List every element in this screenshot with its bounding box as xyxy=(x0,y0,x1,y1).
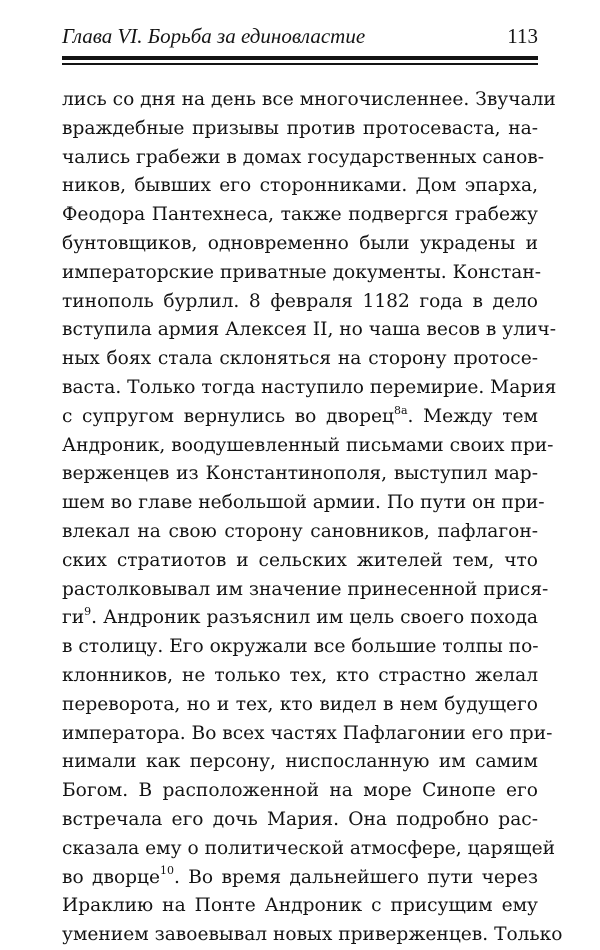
text-line: Богом. В расположенной на море Синопе его xyxy=(62,780,538,802)
text-line xyxy=(62,403,538,432)
text-line xyxy=(62,864,538,893)
text-segment: с супругом вернулись во дворец xyxy=(62,405,394,427)
text-line: бунтовщиков, одновременно были украдены и xyxy=(62,232,538,254)
text-line: ников, бывших его сторонниками. Дом эпарха, xyxy=(62,175,538,197)
text-line: васта. Только тогда наступило перемирие. Мария xyxy=(62,376,557,398)
footnote-marker: 10 xyxy=(160,864,174,878)
text-line: шем во главе небольшой армии. По пути он при- xyxy=(62,492,545,514)
text-segment: ги xyxy=(62,607,85,629)
text-line: клонников, не только тех, кто страстно желал xyxy=(62,664,538,686)
text-line: переворота, но и тех, кто видел в нем будущего xyxy=(62,693,538,715)
text-line: влекал на свою сторону сановников, пафлагон- xyxy=(62,520,538,542)
text-segment: во дворце xyxy=(62,866,160,888)
header-rule-thin xyxy=(62,63,538,65)
text-line: в столицу. Его окружали все большие толпы по- xyxy=(62,636,539,658)
text-line: сказала ему о политической атмосфере, царящей xyxy=(62,837,555,859)
text-line: ных боях стала склоняться на сторону протосе- xyxy=(62,348,538,370)
text-segment: . Андроник разъяснил им цель своего похода xyxy=(91,607,538,629)
footnote-marker: 9 xyxy=(84,605,92,619)
text-line: Андроник, воодушевленный письмами своих при- xyxy=(62,434,554,456)
text-segment: . Между тем xyxy=(407,405,538,427)
chapter-title: Глава VI. Борьба за единовластие xyxy=(62,24,366,48)
text-line: растолковывал им значение принесенной прися- xyxy=(62,578,549,600)
text-line: императора. Во всех частях Пафлагонии его при- xyxy=(62,722,553,744)
text-line: нимали как персону, ниспосланную им самим xyxy=(62,751,538,773)
text-line: верженцев из Константинополя, выступил мар- xyxy=(62,463,538,485)
text-line: императорские приватные документы. Констан- xyxy=(62,261,542,283)
text-line: лись со дня на день все многочисленнее. Звучали xyxy=(62,89,556,110)
text-line xyxy=(62,604,538,633)
text-line: Ираклию на Понте Андроник с присущим ему xyxy=(62,895,538,917)
text-segment: . Во время дальнейшего пути через xyxy=(174,866,538,888)
text-line: враждебные призывы против протосеваста, на- xyxy=(62,117,538,139)
text-line: ских стратиотов и сельских жителей тем, что xyxy=(62,549,538,571)
page-number: 113 xyxy=(507,24,538,48)
header-rule-thick xyxy=(62,56,538,60)
running-head xyxy=(62,22,538,54)
text-line: умением завоевывал новых приверженцев. Только xyxy=(62,924,563,946)
text-line: чались грабежи в домах государственных санов- xyxy=(62,146,545,168)
text-line: Феодора Пантехнеса, также подвергся грабежу xyxy=(62,204,538,226)
text-line: встречала его дочь Мария. Она подробно рас- xyxy=(62,808,538,830)
text-line: вступила армия Алексея II, но чаша весов в улич- xyxy=(62,319,556,341)
footnote-marker: 8а xyxy=(393,403,408,417)
body-text xyxy=(62,86,563,950)
text-line: тинополь бурлил. 8 февраля 1182 года в дело xyxy=(62,290,538,312)
